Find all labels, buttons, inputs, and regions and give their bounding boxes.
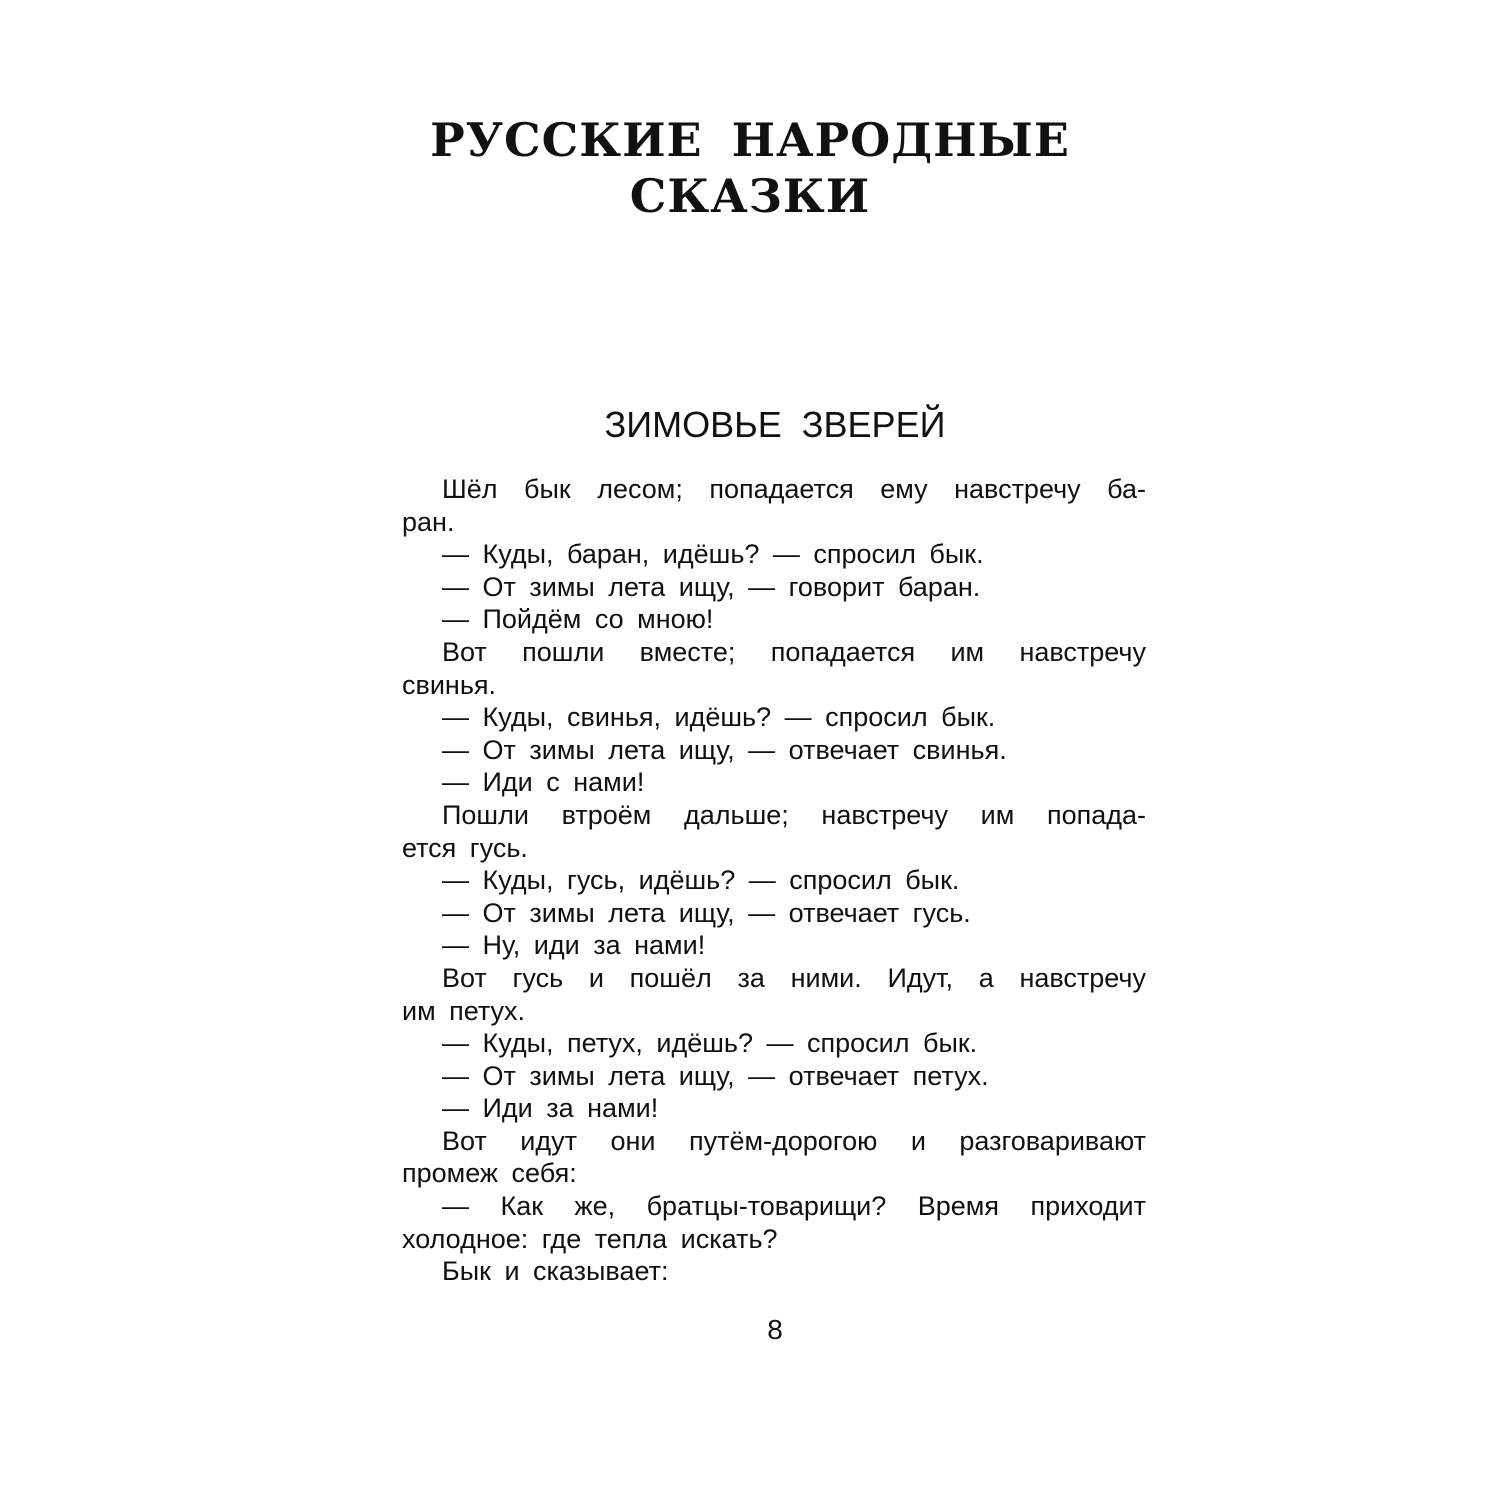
- text-line: — Ну, иди за нами!: [442, 930, 706, 961]
- text-line: свинья.: [402, 669, 497, 700]
- text-line: ран.: [402, 506, 455, 537]
- story-title: ЗИМОВЬЕ ЗВЕРЕЙ: [604, 404, 946, 445]
- text-line: — От зимы лета ищу, — говорит баран.: [442, 571, 981, 602]
- text-line: — Как же, братцы-товарищи? Время приходит: [442, 1191, 1146, 1222]
- text-line: — Иди за нами!: [442, 1093, 659, 1124]
- text-line: — Пойдём со мною!: [442, 604, 714, 635]
- text-line: — Иди с нами!: [442, 767, 645, 798]
- story-text: [402, 473, 1146, 1288]
- text-line: — Куды, свинья, идёшь? — спросил бык.: [442, 702, 996, 733]
- text-line: им петух.: [402, 995, 526, 1026]
- text-line: — От зимы лета ищу, — отвечает петух.: [442, 1060, 989, 1091]
- section-title-line-1: РУССКИЕ НАРОДНЫЕ: [430, 113, 1070, 167]
- text-line: холодное: где тепла искать?: [402, 1223, 778, 1254]
- text-line: Шёл бык лесом; попадается ему навстречу ба-: [442, 474, 1146, 504]
- text-line: — Куды, баран, идёшь? — спросил бык.: [442, 539, 984, 570]
- text-line: ется гусь.: [402, 832, 528, 863]
- text-line: — От зимы лета ищу, — отвечает гусь.: [442, 897, 971, 928]
- text-line: Пошли втроём дальше; навстречу им попада-: [442, 799, 1146, 830]
- text-line: промеж себя:: [402, 1158, 577, 1189]
- section-title-line-2: СКАЗКИ: [629, 169, 871, 223]
- page-number: 8: [767, 1314, 783, 1345]
- text-line: — Куды, гусь, идёшь? — спросил бык.: [442, 865, 960, 896]
- text-line: Вот гусь и пошёл за ними. Идут, а навстречу: [442, 962, 1146, 993]
- text-line: Вот пошли вместе; попадается им навстречу: [442, 636, 1146, 667]
- text-line: Вот идут они путём-дорогою и разговаривают: [442, 1125, 1146, 1156]
- text-line: Бык и сказывает:: [442, 1256, 669, 1287]
- section-title: [0, 112, 1500, 224]
- text-line: — От зимы лета ищу, — отвечает свинья.: [442, 734, 1007, 765]
- text-line: — Куды, петух, идёшь? — спросил бык.: [442, 1028, 978, 1059]
